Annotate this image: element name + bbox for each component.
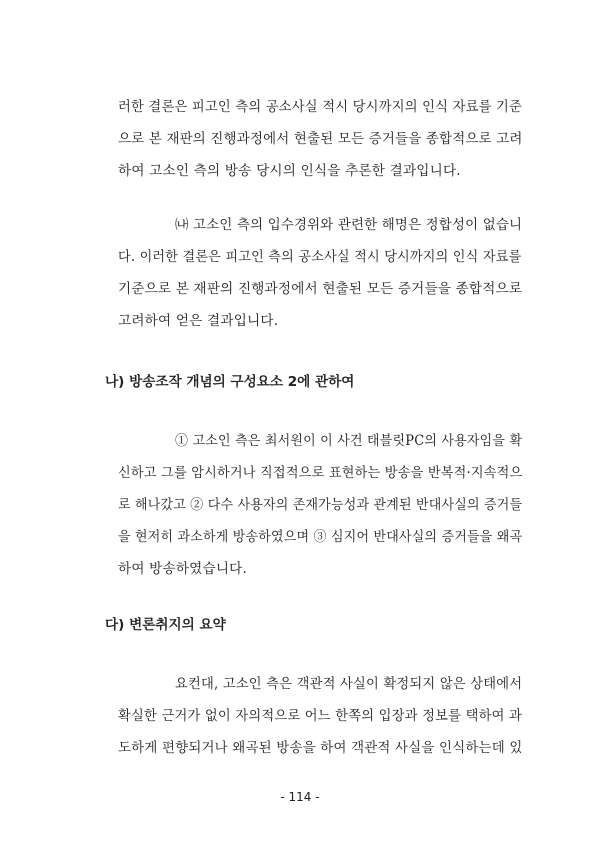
paragraph3-line-1: ① 고소인 측은 최서원이 이 사건 태블릿PC의 사용자임을 확 [175, 433, 523, 449]
paragraph1-line-1: 러한 결론은 피고인 측의 공소사실 적시 당시까지의 인식 자료를 기준 [118, 99, 523, 115]
paragraph1-line-3: 하여 고소인 측의 방송 당시의 인식을 추론한 결과입니다. [118, 163, 461, 179]
paragraph2-line-2: 다. 이러한 결론은 피고인 측의 공소사실 적시 당시까지의 인식 자료를 [118, 249, 522, 265]
section-heading-summary: 다) 변론취지의 요약 [105, 617, 226, 633]
paragraph4-line-3: 도하게 편향되거나 왜곡된 방송을 하여 객관적 사실을 인식하는데 있 [118, 740, 523, 756]
section-heading-composition: 나) 방송조작 개념의 구성요소 2에 관하여 [105, 374, 355, 390]
paragraph3-line-5: 하여 방송하였습니다. [118, 561, 248, 577]
paragraph3-line-2: 신하고 그를 암시하거나 직접적으로 표현하는 방송을 반복적·지속적으 [118, 465, 523, 481]
paragraph4-line-1: 요컨대, 고소인 측은 객관적 사실이 확정되지 않은 상태에서 [175, 676, 523, 692]
paragraph3-line-4: 을 현저히 과소하게 방송하였으며 ③ 심지어 반대사실의 증거들을 왜곡 [118, 529, 523, 545]
paragraph2-line-3: 기준으로 본 재판의 진행과정에서 현출된 모든 증거들을 종합적으로 [118, 281, 523, 297]
paragraph1-line-2: 으로 본 재판의 진행과정에서 현출된 모든 증거들을 종합적으로 고려 [118, 131, 523, 147]
paragraph3-line-3: 로 해나갔고 ② 다수 사용자의 존재가능성과 관계된 반대사실의 증거들 [118, 497, 523, 513]
paragraph4-line-2: 확실한 근거가 없이 자의적으로 어느 한쪽의 입장과 정보를 택하여 과 [118, 708, 523, 724]
paragraph2-line-1: ㈏ 고소인 측의 입수경위와 관련한 해명은 정합성이 없습니 [175, 217, 523, 233]
page-number: - 114 - [280, 790, 320, 804]
paragraph2-line-4: 고려하여 얻은 결과입니다. [118, 313, 279, 329]
